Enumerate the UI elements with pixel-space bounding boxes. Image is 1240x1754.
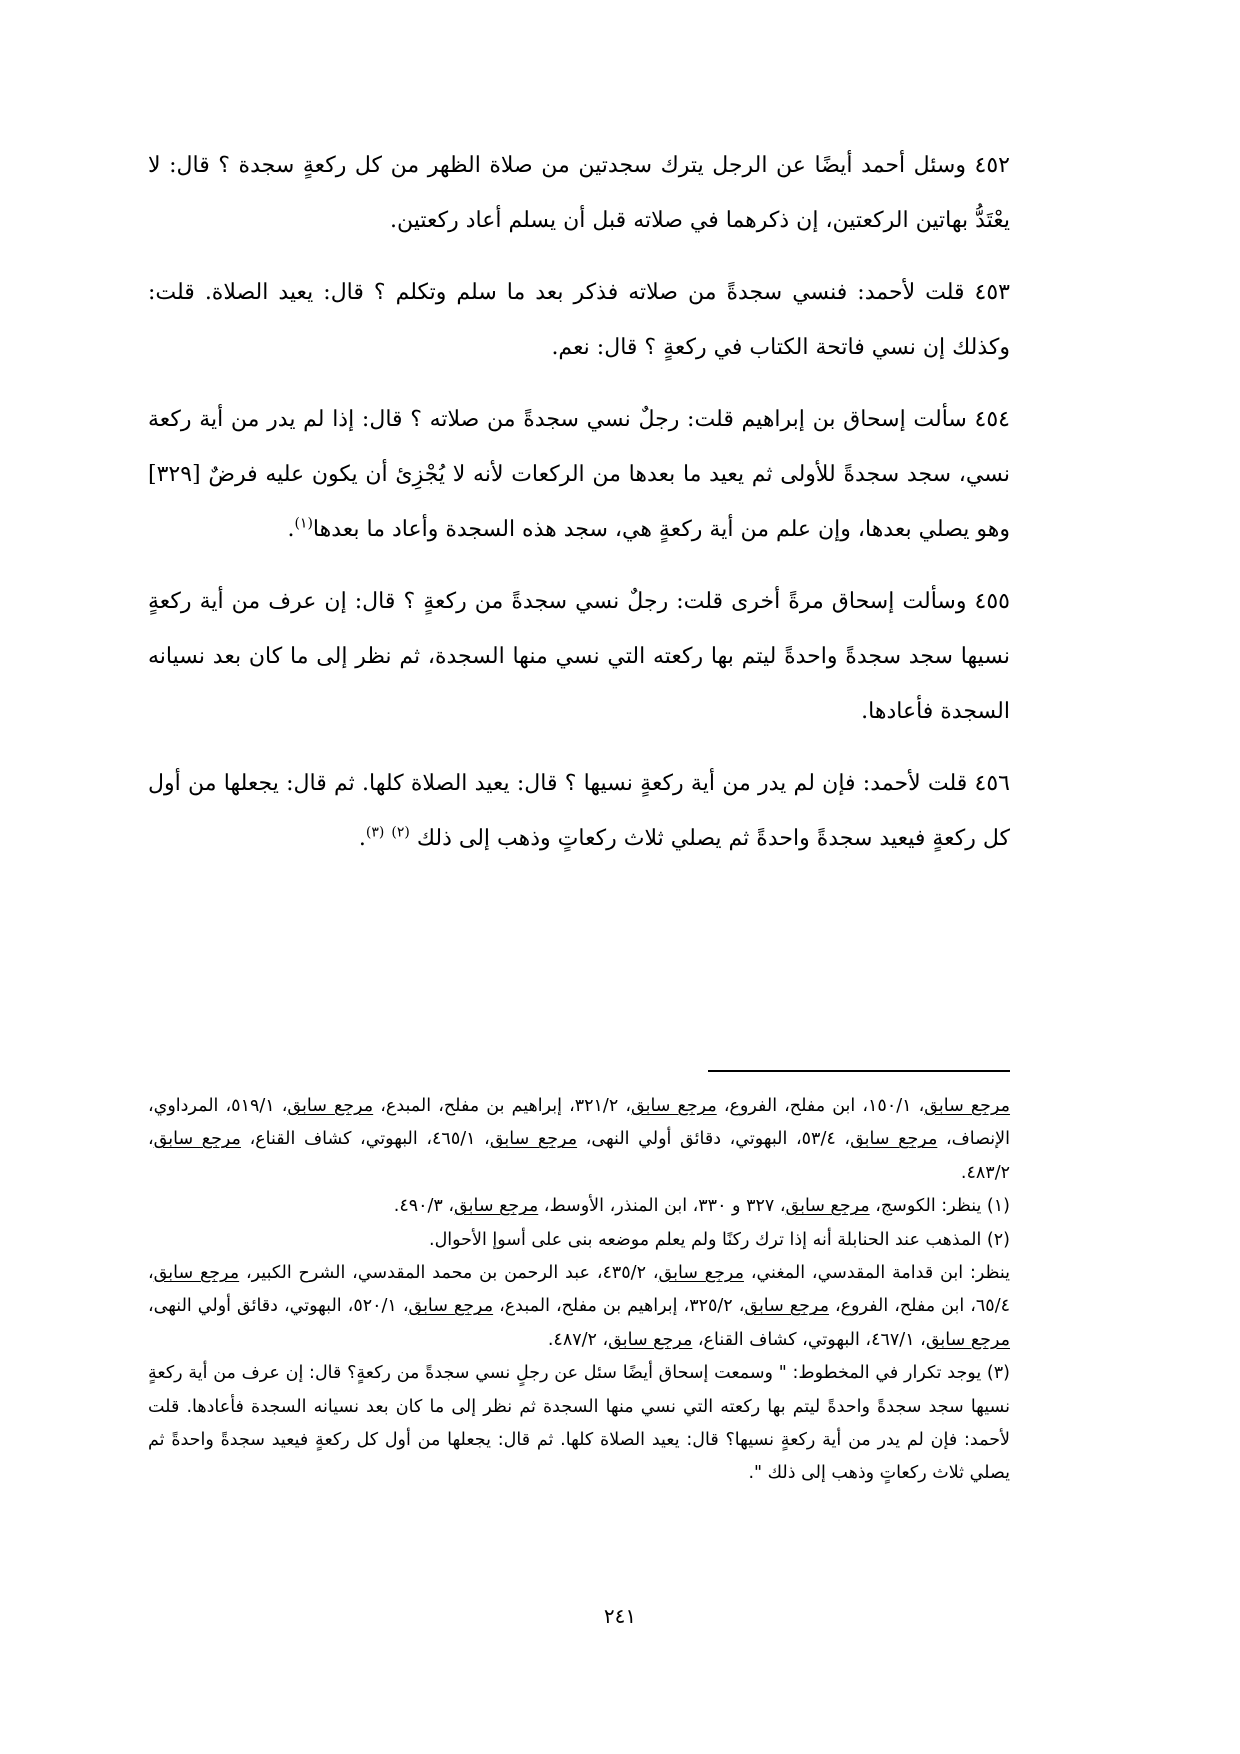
footnote-text: ، ٤٨٧/٢. (547, 1329, 609, 1350)
ref-link[interactable]: مرجع سابق (489, 1129, 578, 1150)
footnote-text: ، ١٥٠/١، ابن مفلح، الفروع، (716, 1096, 925, 1116)
footnote-text: ، ٣٢١/٢، إبراهيم بن مفلح، المبدع، (373, 1096, 631, 1116)
footnote-ref-1[interactable]: (١) (294, 515, 313, 532)
footnote-text: ، ٤٣٥/٢، عبد الرحمن بن محمد المقدسي، الشرح الكبير، (239, 1263, 659, 1284)
footnote-ref-3[interactable]: (٣) (365, 824, 385, 841)
paragraph-456-end: . (358, 826, 366, 851)
footnote-text: ، ٤٩٠/٣. (393, 1196, 455, 1217)
main-text (148, 138, 1010, 866)
paragraph-454-text: ٤٥٤ سألت إسحاق بن إبراهيم قلت: رجلٌ نسي سجدةً من صلاته ؟ قال: إذا لم يدر من أية ركعة نسي، سجد سجدةً للأولى ثم يعيد ما بعدها من الركعات لأنه لا يُجْزِئ أن يكون عليه فرضٌ [٣٢٩] وهو يصلي بعدها، وإن علم من أية ركعةٍ هي، سجد هذه السجدة وأعاد ما بعدها (148, 407, 1010, 542)
ref-link[interactable]: مرجع سابق (785, 1196, 870, 1217)
paragraph-454-end: . (287, 517, 295, 542)
paragraph-453: ٤٥٣ قلت لأحمد: فنسي سجدةً من صلاته فذكر بعد ما سلم وتكلم ؟ قال: يعيد الصلاة. قلت: وكذلك إن نسي فاتحة الكتاب في ركعةٍ ؟ قال: نعم. (148, 280, 1010, 360)
paragraph-456 (148, 756, 1010, 866)
footnote-1 (148, 1190, 1010, 1223)
footnote-text: ، ٣٢٧ و ٣٣٠، ابن المنذر، الأوسط، (538, 1196, 786, 1217)
footnote-text: ، ٤٦٥/١، البهوتي، كشاف القناع، (240, 1129, 490, 1150)
page-number: ٢٤١ (603, 1604, 637, 1628)
paragraph-454 (148, 392, 1010, 557)
paragraph-455: ٤٥٥ وسألت إسحاق مرةً أخرى قلت: رجلٌ نسي سجدةً من ركعةٍ ؟ قال: إن عرف من أية ركعةٍ نسيها سجد سجدةً واحدةً ليتم بها ركعته التي نسي منها السجدة، ثم نظر إلى ما كان بعد نسيانه السجدة فأعادها. (148, 589, 1010, 724)
ref-link[interactable]: مرجع سابق (924, 1096, 1011, 1116)
ref-link[interactable]: مرجع سابق (608, 1329, 693, 1350)
footnote-text: (١) ينظر: الكوسج، (869, 1196, 1010, 1217)
ref-link[interactable]: مرجع سابق (287, 1096, 374, 1116)
footnote-text: ينظر: ابن قدامة المقدسي، المغني، (743, 1263, 1011, 1284)
ref-link[interactable]: مرجع سابق (658, 1263, 744, 1284)
paragraph-452: ٤٥٢ وسئل أحمد أيضًا عن الرجل يترك سجدتين من صلاة الظهر من كل ركعةٍ سجدة ؟ قال: لا يعْتَدُّ بهاتين الركعتين، إن ذكرهما في صلاته قبل أن يسلم أعاد ركعتين. (148, 153, 1010, 233)
ref-link[interactable]: مرجع سابق (630, 1096, 717, 1116)
ref-link[interactable]: مرجع سابق (153, 1263, 240, 1284)
footnote-2-references (148, 1257, 1010, 1357)
footnote-2: (٢) المذهب عند الحنابلة أنه إذا ترك ركنًا ولم يعلم موضعه بنى على أسوإ الأحوال. (429, 1229, 1010, 1250)
footnote-separator (708, 1070, 1010, 1072)
footnotes (148, 1090, 1010, 1491)
footnote-text: ، ٤٨٣/٢. (148, 1129, 1010, 1183)
footnote-ref-2[interactable]: (٢) (391, 824, 410, 841)
ref-link[interactable]: مرجع سابق (850, 1129, 938, 1150)
paragraph-456-text: ٤٥٦ قلت لأحمد: فإن لم يدر من أية ركعةٍ نسيها ؟ قال: يعيد الصلاة كلها. ثم قال: يجعلها من أول كل ركعةٍ فيعيد سجدةً واحدةً ثم يصلي ثلاث ركعاتٍ وذهب إلى ذلك (148, 771, 1010, 851)
footnote-text: ، ٦٥/٤، ابن مفلح، الفروع، (148, 1263, 1010, 1317)
footnote-text: ، ٥١٩/١، المرداوي، الإنصاف، (148, 1096, 1011, 1150)
footnote-text: ، ٣٢٥/٢، إبراهيم بن مفلح، المبدع، (493, 1296, 745, 1317)
ref-link[interactable]: مرجع سابق (744, 1296, 829, 1317)
footnote-3: (٣) يوجد تكرار في المخطوط: " وسمعت إسحاق أيضًا سئل عن رجلٍ نسي سجدةً من ركعةٍ؟ قال: إن عرف من أية ركعةٍ نسيها سجد سجدةً واحدةً ليتم بها ركعته التي نسي منها السجدة ثم نظر إلى ما كان بعد نسيانه السجدة فأعادها. قلت لأحمد: فإن لم يدر من أية ركعةٍ نسيها؟ قال: يعيد الصلاة كلها. ثم قال: يجعلها من أول كل ركعةٍ فيعيد سجدةً واحدةً ثم يصلي ثلاث ركعاتٍ وذهب إلى ذلك ". (148, 1363, 1010, 1484)
ref-link[interactable]: مرجع سابق (153, 1129, 241, 1150)
ref-link[interactable]: مرجع سابق (925, 1329, 1010, 1350)
ref-link[interactable]: مرجع سابق (454, 1196, 539, 1217)
footnote-text: ، ٤٦٧/١، البهوتي، كشاف القناع، (692, 1329, 926, 1350)
footnote-text: ، ٥٢٠/١، البهوتي، دقائق أولي النهى، (148, 1296, 409, 1317)
footnote-text: ، ٥٣/٤، البهوتي، دقائق أولي النهى، (577, 1129, 851, 1150)
ref-link[interactable]: مرجع سابق (408, 1296, 494, 1317)
footnote-continuation (148, 1090, 1010, 1190)
